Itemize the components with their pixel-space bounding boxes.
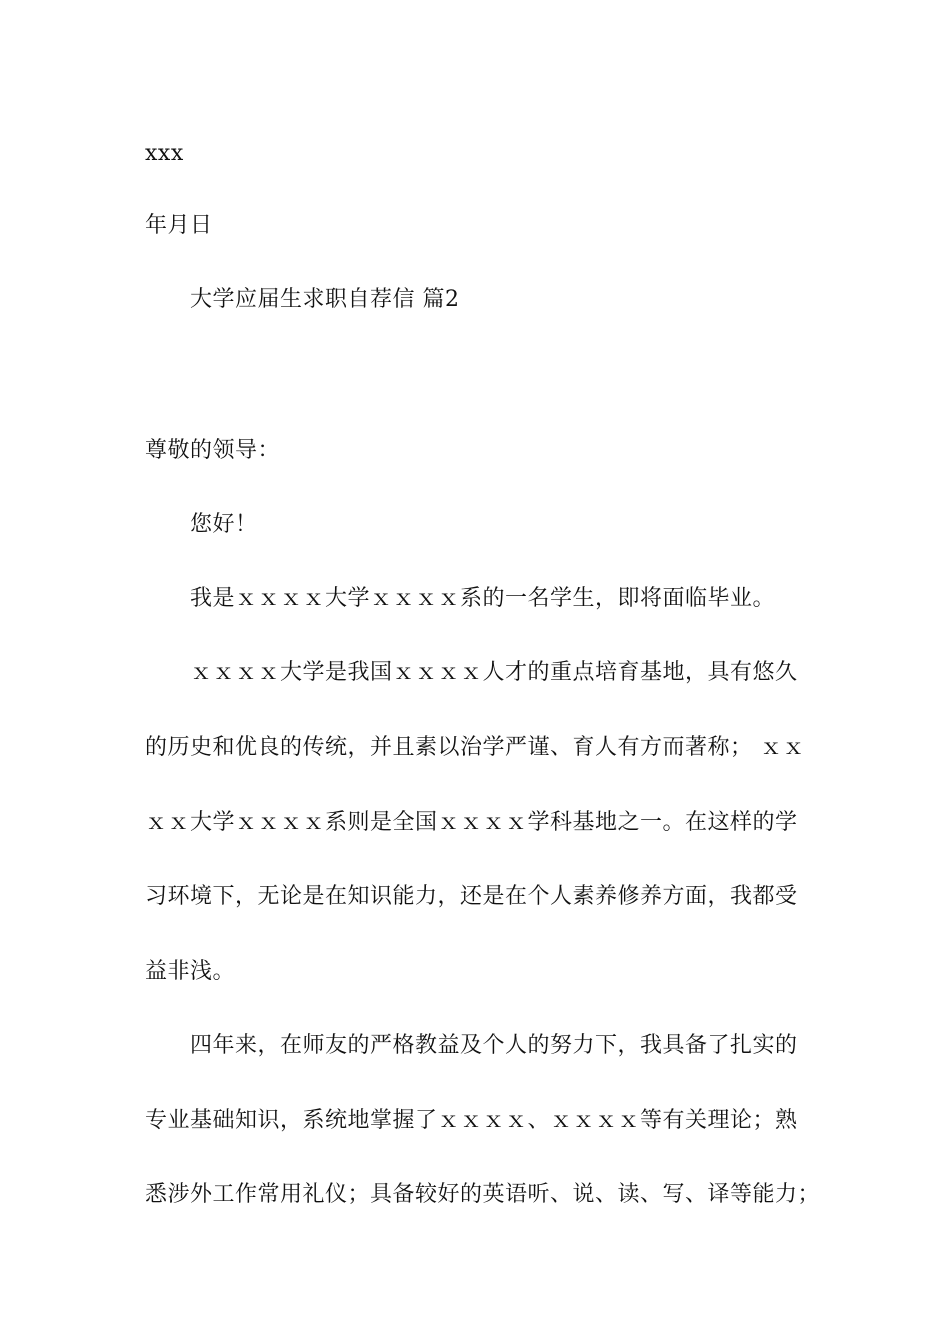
- paragraph-line: 我是ｘｘｘｘ大学ｘｘｘｘ系的一名学生，即将面临毕业。: [190, 586, 776, 611]
- paragraph-line: 四年来，在师友的严格教益及个人的努力下，我具备了扎实的: [190, 1033, 798, 1058]
- paragraph-line: 悉涉外工作常用礼仪；具备较好的英语听、说、读、写、译等能力；: [145, 1182, 821, 1207]
- salutation: 尊敬的领导：: [145, 438, 281, 463]
- paragraph-line: 益非浅。: [145, 959, 236, 984]
- paragraph-line: ｘｘｘｘ大学是我国ｘｘｘｘ人才的重点培育基地，具有悠久: [190, 660, 798, 685]
- paragraph-line: ｘｘ大学ｘｘｘｘ系则是全国ｘｘｘｘ学科基地之一。在这样的学: [145, 810, 798, 835]
- paragraph-line: 专业基础知识，系统地掌握了ｘｘｘｘ、ｘｘｘｘ等有关理论；熟: [145, 1108, 798, 1133]
- signature-name: xxx: [145, 141, 184, 166]
- paragraph-line: 的历史和优良的传统，并且素以治学严谨、育人有方而著称； ｘｘ: [145, 735, 805, 760]
- section-title: 大学应届生求职自荐信 篇2: [190, 287, 460, 312]
- paragraph-line: 习环境下，无论是在知识能力，还是在个人素养修养方面，我都受: [145, 884, 798, 909]
- greeting: 您好！: [190, 512, 258, 537]
- date-line: 年月日: [145, 213, 213, 238]
